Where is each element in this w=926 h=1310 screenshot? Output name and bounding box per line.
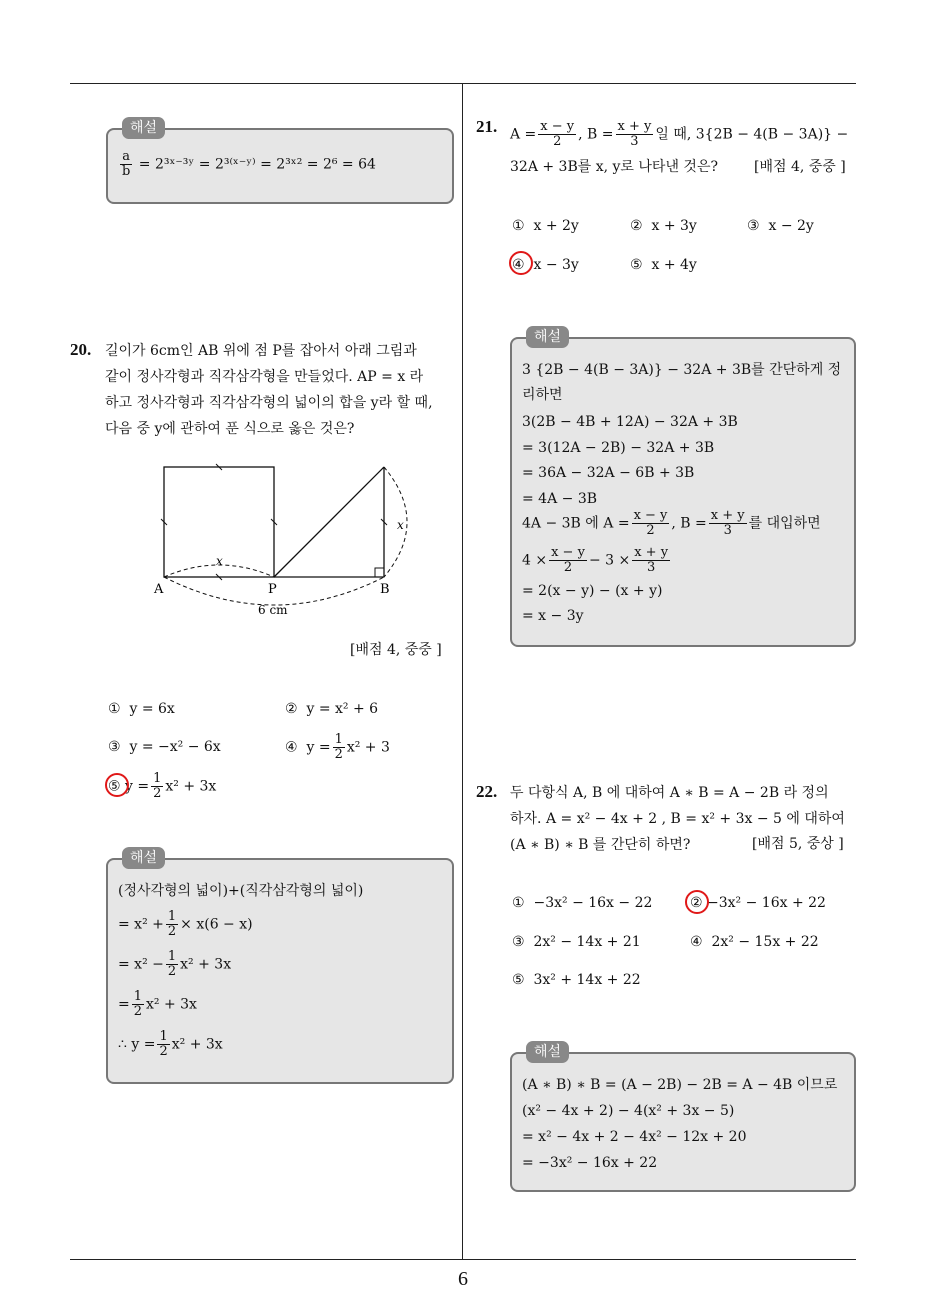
- choice-2[interactable]: ② x + 3y: [630, 218, 697, 234]
- label-B: B: [380, 582, 390, 597]
- choice-2[interactable]: ② y = x² + 6: [285, 701, 379, 717]
- score: [배점 4, 중중 ]: [754, 159, 846, 175]
- answer-mark: [685, 890, 709, 914]
- solution-line: = $\frac{1}{2}$ x² + 3x: [118, 989, 197, 1019]
- question-text: 길이가 6cm인 AB 위에 점 P를 잡아서 아래 그림과 같이 정사각형과 직각삼각형을 만들었다. AP = x 라 하고 정사각형과 직각삼각형의 넓이의 합을 y라 할 때, 다음 중 y에 관하여 푼 식으로 옳은 것은?: [105, 343, 433, 437]
- question-text: A = $\frac{x - y}{2}$ , B = $\frac{x + y}{3}$ 일 때, 3{2B − 4(B − 3A)} −: [510, 119, 849, 149]
- solution-line: = 4A − 3B: [522, 491, 598, 507]
- question-number: 21.: [476, 117, 498, 136]
- solution-label: 해설: [122, 117, 165, 139]
- question-number: 20.: [70, 340, 92, 359]
- choice-3[interactable]: ③ x − 2y: [747, 218, 814, 234]
- solution-box-19: [106, 120, 454, 204]
- choice-5[interactable]: ⑤ x + 4y: [630, 257, 697, 273]
- choice-3[interactable]: ③ 2x² − 14x + 21: [512, 934, 641, 950]
- solution-line: = x² − 4x + 2 − 4x² − 12x + 20: [522, 1129, 747, 1145]
- solution-box-22: [510, 1044, 856, 1192]
- choice-4[interactable]: ④ y = $\frac{1}{2}$ x² + 3: [285, 732, 390, 762]
- solution-line: 3(2B − 4B + 12A) − 32A + 3B: [522, 414, 738, 430]
- geometry-figure: [140, 455, 440, 625]
- choice-1[interactable]: ① y = 6x: [108, 701, 175, 717]
- solution-line: $\frac{a}{b}$ = 2³ˣ⁻³ʸ = 2³⁽ˣ⁻ʸ⁾ = 2³ˣ² = 2⁶ = 64: [122, 149, 376, 179]
- label-x-right: x: [397, 518, 404, 532]
- solution-line: = 36A − 32A − 6B + 3B: [522, 465, 695, 481]
- solution-line: (A ∗ B) ∗ B = (A − 2B) − 2B = A − 4B 이므로: [522, 1077, 838, 1093]
- solution-line: ∴ y = $\frac{1}{2}$ x² + 3x: [118, 1029, 223, 1059]
- solution-label: 해설: [122, 847, 165, 869]
- answer-mark: [509, 251, 533, 275]
- column-divider: [462, 84, 463, 1260]
- solution-line: 4A − 3B 에 A = $\frac{x - y}{2}$ , B = $\frac{x + y}{3}$ 를 대입하면: [522, 508, 821, 538]
- question-number: 22.: [476, 782, 498, 801]
- label-x-bottom: x: [216, 554, 223, 568]
- solution-line: = x² + $\frac{1}{2}$ × x(6 − x): [118, 909, 253, 939]
- choice-1[interactable]: ① x + 2y: [512, 218, 579, 234]
- question-text: 두 다항식 A, B 에 대하여 A ∗ B = A − 2B 라 정의 하자. A = x² − 4x + 2 , B = x² + 3x − 5 에 대하여 (A ∗ B) ∗ B 를 간단히 하면?: [510, 785, 845, 853]
- solution-box-21: [510, 329, 856, 647]
- choice-4[interactable]: ④ x − 3y: [512, 257, 579, 273]
- solution-box-20: [106, 850, 454, 1084]
- choice-4[interactable]: ④ 2x² − 15x + 22: [690, 934, 819, 950]
- fraction: $\frac{a}{b}$: [122, 149, 131, 179]
- solution-label: 해설: [526, 326, 569, 348]
- score: [배점 4, 중중 ]: [350, 642, 442, 658]
- solution-line: = −3x² − 16x + 22: [522, 1155, 658, 1171]
- solution-label: 해설: [526, 1041, 569, 1063]
- label-6cm: 6 cm: [258, 603, 288, 617]
- choice-2[interactable]: ② −3x² − 16x + 22: [690, 895, 826, 911]
- solution-line: 리하면: [522, 387, 563, 403]
- page-number: 6: [458, 1268, 468, 1290]
- solution-line: = x − 3y: [522, 608, 584, 624]
- solution-line: 3 {2B − 4(B − 3A)} − 32A + 3B를 간단하게 정: [522, 362, 842, 378]
- solution-line: = x² − $\frac{1}{2}$ x² + 3x: [118, 949, 232, 979]
- score: [배점 5, 중상 ]: [752, 836, 844, 852]
- label-P: P: [268, 582, 277, 597]
- label-A: A: [154, 582, 164, 597]
- choice-3[interactable]: ③ y = −x² − 6x: [108, 739, 221, 755]
- question-text: 32A + 3B를 x, y로 나타낸 것은?: [510, 159, 718, 175]
- choice-5[interactable]: ⑤ y = $\frac{1}{2}$ x² + 3x: [108, 771, 217, 801]
- top-rule: [70, 83, 856, 84]
- answer-mark: [105, 773, 129, 797]
- solution-line: = 2(x − y) − (x + y): [522, 583, 663, 599]
- solution-line: 4 × $\frac{x - y}{2}$ − 3 × $\frac{x + y}{3}$: [522, 545, 669, 575]
- solution-line: = 3(12A − 2B) − 32A + 3B: [522, 440, 715, 456]
- choice-5[interactable]: ⑤ 3x² + 14x + 22: [512, 972, 641, 988]
- solution-line: (정사각형의 넓이)+(직각삼각형의 넓이): [118, 883, 364, 899]
- bottom-rule: [70, 1259, 856, 1260]
- solution-line: (x² − 4x + 2) − 4(x² + 3x − 5): [522, 1103, 735, 1119]
- choice-1[interactable]: ① −3x² − 16x − 22: [512, 895, 653, 911]
